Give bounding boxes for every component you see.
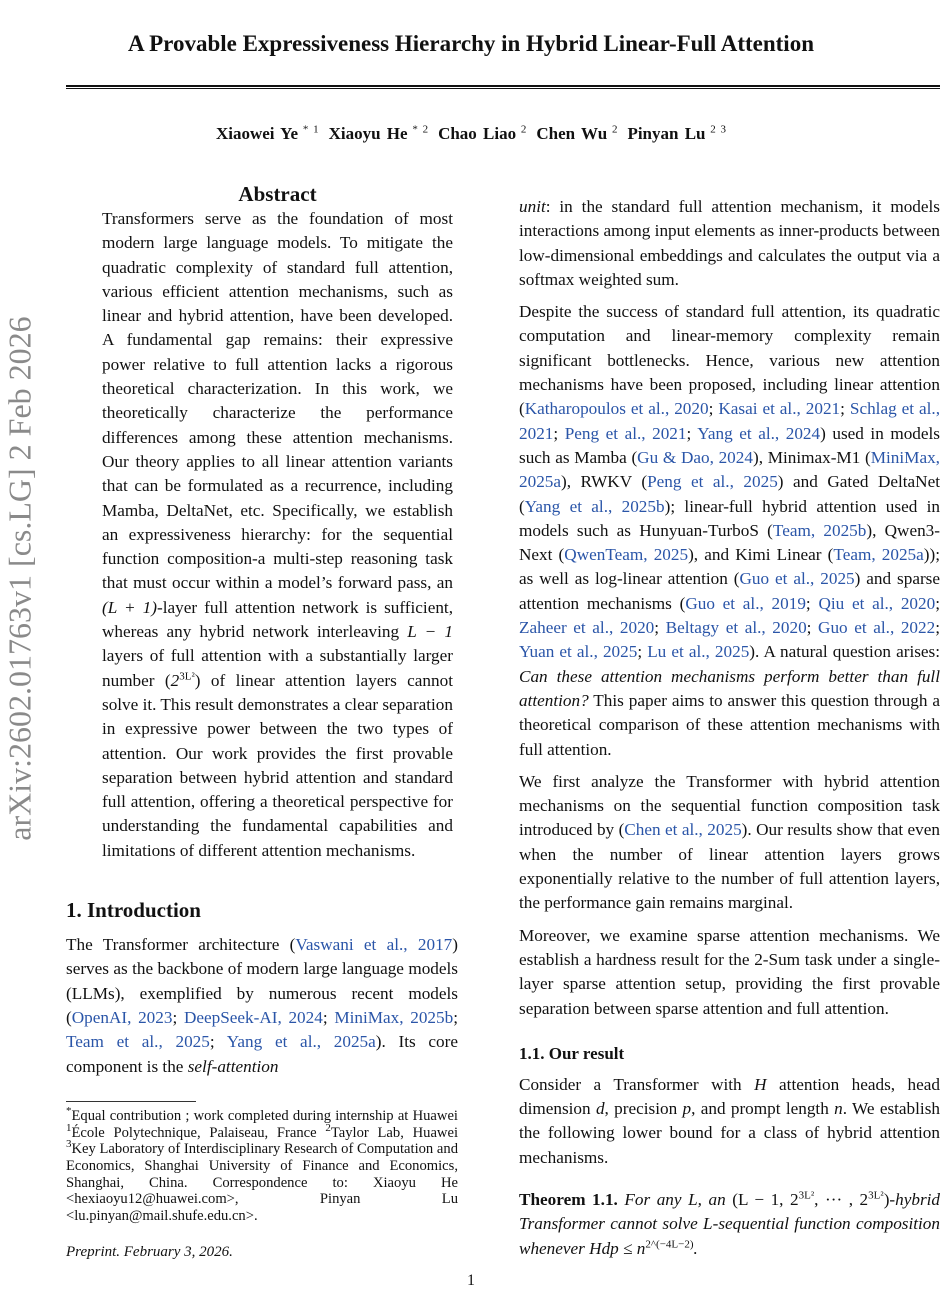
text-segment: ) and Gated DeltaNet ( bbox=[519, 472, 940, 516]
text-segment: For any L, an bbox=[617, 1189, 733, 1209]
citation-link[interactable]: MiniMax, 2025a bbox=[519, 447, 940, 492]
text-segment: ; bbox=[805, 593, 819, 613]
text-segment: , and prompt length bbox=[691, 1099, 835, 1119]
text-segment: Moreover, we examine sparse attention mechanisms. We establish a hardness result for the 2-Sum task under a single-layer sparse attention setup, providing the first provable separation between sparse attention and full attention. bbox=[519, 925, 940, 1018]
author-name: Xiaowei Ye bbox=[215, 124, 299, 143]
math-expression: 2 bbox=[170, 670, 180, 690]
citation-link[interactable]: MiniMax, 2025b bbox=[334, 1007, 454, 1027]
citation-link[interactable]: Kasai et al., 2021 bbox=[718, 399, 841, 419]
text-segment: self-attention bbox=[187, 1056, 279, 1076]
author-affiliation-marks: 2 3 bbox=[705, 123, 727, 136]
intro-paragraph-1 bbox=[66, 933, 458, 1079]
citation-link[interactable]: Yang et al., 2025b bbox=[524, 496, 665, 516]
text-segment: ; bbox=[172, 1007, 184, 1027]
citation-link[interactable]: Chen et al., 2025 bbox=[624, 820, 742, 840]
text-segment: ). Its core component is the bbox=[66, 1032, 458, 1076]
citation-link[interactable]: Katharopoulos et al., 2020 bbox=[524, 399, 709, 419]
citation-link[interactable]: Vaswani et al., 2017 bbox=[295, 935, 453, 955]
text-segment: ; bbox=[840, 399, 850, 419]
citation-link[interactable]: DeepSeek-AI, 2024 bbox=[183, 1007, 323, 1027]
page-number: 1 bbox=[467, 1271, 475, 1289]
superscript: 3L² bbox=[798, 1189, 815, 1202]
citation-link[interactable]: Guo et al., 2025 bbox=[739, 569, 855, 589]
math-expression: L − 1 bbox=[407, 622, 453, 642]
text-segment: layers of full attention with a substantially larger number ( bbox=[102, 646, 453, 690]
text-segment: )); as well as log-linear attention ( bbox=[519, 545, 940, 589]
preprint-note: Preprint. February 3, 2026. bbox=[66, 1243, 233, 1260]
text-segment: ; bbox=[935, 593, 940, 613]
author-list bbox=[0, 123, 942, 145]
math-expression: d bbox=[595, 1099, 605, 1119]
abstract-text bbox=[102, 207, 453, 863]
superscript: 3L² bbox=[868, 1189, 884, 1202]
text-segment: ; bbox=[686, 423, 698, 443]
citation-link[interactable]: Zaheer et al., 2020 bbox=[519, 618, 655, 638]
text-segment: attention heads, head dimension bbox=[519, 1074, 941, 1119]
author-name: Pinyan Lu bbox=[627, 124, 706, 143]
author bbox=[536, 124, 617, 143]
superscript: 2 bbox=[325, 1121, 331, 1134]
text-segment: -layer full attention network is sufficient, whereas any hybrid network interleaving bbox=[102, 597, 454, 642]
citation-link[interactable]: Team et al., 2025 bbox=[66, 1032, 210, 1052]
title-rule-bottom bbox=[66, 88, 940, 89]
citation-link[interactable]: Guo et al., 2022 bbox=[818, 618, 936, 638]
author-affiliation-marks: * 1 bbox=[298, 123, 319, 136]
text-segment: , precision bbox=[604, 1099, 683, 1119]
text-segment: We first analyze the Transformer with hybrid attention mechanisms on the sequential function composition task introduced by ( bbox=[519, 771, 940, 840]
text-segment: Consider a Transformer with bbox=[519, 1074, 755, 1094]
text-segment: ) bbox=[883, 1189, 890, 1209]
superscript: 3 bbox=[66, 1138, 72, 1151]
text-segment: Taylor Lab, Huawei bbox=[330, 1124, 458, 1141]
text-segment: (L − 1, 2 bbox=[732, 1189, 799, 1209]
citation-link[interactable]: OpenAI, 2023 bbox=[71, 1007, 173, 1027]
footnote bbox=[66, 1105, 458, 1225]
right-column bbox=[519, 181, 940, 1261]
text-segment: Transformers serve as the foundation of most modern large language models. To mitigate the quadratic complexity of standard full attention, various efficient attention mechanisms, such as linear and hybrid attention, have been developed. A fundamental gap remains: their expressive power relative to full attention lacks a rigorous theoretical characterization. In this work, we theoretically characterize the performance differences among these attention mechanisms. Our theory applies to all linear attention variants that can be formulated as a recurrence, including Mamba, DeltaNet, etc. Specifically, we establish an expressiveness hierarchy: for the sequential function composition-a multi-step reasoning task that must occur within a model’s forward pass, an bbox=[102, 209, 453, 593]
citation-link[interactable]: QwenTeam, 2025 bbox=[564, 545, 689, 565]
citation-link[interactable]: Qiu et al., 2020 bbox=[818, 593, 936, 613]
citation-link[interactable]: Yang et al., 2025a bbox=[226, 1032, 376, 1052]
citation-link[interactable]: Peng et al., 2021 bbox=[564, 423, 687, 443]
our-result-heading: 1.1. Our result bbox=[519, 1043, 625, 1063]
author-name: Chao Liao bbox=[438, 124, 517, 143]
citation-link[interactable]: Team, 2025b bbox=[772, 520, 867, 540]
math-expression: n bbox=[834, 1099, 843, 1119]
footnote-area bbox=[66, 1087, 458, 1261]
text-segment: : in the standard full attention mechanism, it models interactions among input elements as inner-products between low-dimensional embeddings and calculates the output via a softmax weighted sum. bbox=[519, 197, 940, 289]
citation-link[interactable]: Schlag et al., 2021 bbox=[519, 399, 940, 443]
author-name: Chen Wu bbox=[536, 124, 608, 143]
math-expression: p bbox=[682, 1099, 692, 1119]
text-segment: The Transformer architecture ( bbox=[66, 935, 296, 955]
text-segment: unit bbox=[519, 197, 546, 216]
text-segment: ); linear-full hybrid attention used in models such as Hunyuan-TurboS ( bbox=[519, 496, 940, 540]
title-rule-top bbox=[66, 85, 940, 87]
citation-link[interactable]: Lu et al., 2025 bbox=[647, 642, 750, 662]
footnote-rule bbox=[66, 1101, 196, 1102]
our-result-paragraph bbox=[519, 1073, 940, 1170]
superscript: * bbox=[66, 1105, 72, 1118]
theorem-1-1 bbox=[519, 1188, 940, 1261]
superscript: 2^(−4L−2) bbox=[645, 1237, 694, 1250]
intro-paragraph-3 bbox=[519, 770, 940, 916]
author-affiliation-marks: 2 bbox=[516, 123, 527, 136]
text-segment: ; bbox=[708, 399, 719, 419]
text-segment: ; bbox=[453, 1007, 458, 1027]
math-expression: (L + 1) bbox=[102, 597, 157, 617]
text-segment: ), and Kimi Linear ( bbox=[688, 545, 834, 565]
text-segment: ; bbox=[637, 642, 648, 662]
text-segment: -hybrid Transformer cannot solve L-sequential function composition whenever Hdp ≤ n bbox=[519, 1189, 941, 1258]
text-segment: ), Minimax-M1 ( bbox=[752, 447, 871, 467]
intro-paragraph-2 bbox=[519, 300, 940, 762]
text-segment: ; bbox=[553, 423, 565, 443]
author bbox=[438, 124, 526, 143]
citation-link[interactable]: Peng et al., 2025 bbox=[647, 472, 778, 492]
intro-heading: 1. Introduction bbox=[66, 898, 201, 923]
author-name: Xiaoyu He bbox=[328, 124, 408, 143]
two-column-body bbox=[0, 181, 942, 1261]
superscript: 3L² bbox=[179, 669, 195, 682]
text-segment: Equal contribution ; work completed during internship at Huawei bbox=[71, 1107, 458, 1124]
text-segment: Theorem 1.1. bbox=[519, 1189, 618, 1209]
text-segment: . We establish the following lower bound for a class of hybrid attention mechanisms. bbox=[519, 1099, 940, 1167]
text-segment: This paper aims to answer this question through a theoretical comparison of these attention mechanisms with full attention. bbox=[519, 690, 940, 759]
text-segment: Despite the success of standard full attention, its quadratic computation and linear-memory complexity remain significant bottlenecks. Hence, various new attention mechanisms have been proposed, including linear attention ( bbox=[519, 302, 940, 419]
text-segment: Key Laboratory of Interdisciplinary Research of Computation and Economics, Shanghai University of Finance and Economics, Shanghai, China. Correspondence to: Xiaoyu He <hexiaoyu12@huawei.com>, Pinyan Lu <lu.pinyan@mail.shufe.edu.cn>. bbox=[66, 1141, 458, 1225]
citation-link[interactable]: Yang et al., 2024 bbox=[697, 423, 821, 443]
author-affiliation-marks: 2 bbox=[607, 123, 618, 136]
paper-title: A Provable Expressiveness Hierarchy in Hybrid Linear-Full Attention bbox=[128, 31, 814, 56]
text-segment: ; bbox=[654, 618, 666, 638]
text-segment: ; bbox=[209, 1032, 227, 1052]
citation-link[interactable]: Yuan et al., 2025 bbox=[519, 642, 638, 662]
text-segment: ; bbox=[322, 1007, 335, 1027]
left-column bbox=[66, 181, 458, 1261]
author bbox=[216, 124, 319, 143]
text-segment: ) and sparse attention mechanisms ( bbox=[519, 569, 940, 613]
text-segment: , ··· , 2 bbox=[814, 1189, 869, 1209]
abstract-heading: Abstract bbox=[238, 182, 317, 206]
text-segment: ) serves as the backbone of modern large language models (LLMs), exemplified by numerous recent models ( bbox=[66, 935, 458, 1027]
citation-link[interactable]: Beltagy et al., 2020 bbox=[665, 618, 807, 638]
text-segment: ; bbox=[935, 618, 940, 638]
text-segment: ). A natural question arises: bbox=[749, 642, 941, 662]
citation-link[interactable]: Team, 2025a bbox=[833, 545, 924, 565]
text-segment: ). Our results show that even when the number of linear attention layers grows exponentially relative to the number of full attention layers, the performance gain remains marginal. bbox=[519, 820, 940, 913]
text-segment: Can these attention mechanisms perform better than full attention? bbox=[519, 666, 940, 710]
author-affiliation-marks: * 2 bbox=[407, 123, 429, 136]
text-segment: ; bbox=[806, 618, 819, 638]
text-segment: . bbox=[693, 1238, 698, 1258]
intro-paragraph-1-continued bbox=[519, 195, 940, 292]
text-segment: École Polytechnique, Palaiseau, France bbox=[71, 1124, 326, 1141]
intro-paragraph-4 bbox=[519, 924, 940, 1021]
text-segment: ) of linear attention layers cannot solve it. This result demonstrates a clear separation in expressive power between the two types of attention. Our work provides the first provable separation between hybrid attention and standard full attention, offering a theoretical perspective for understanding the fundamental capabilities and limitations of different attention mechanisms. bbox=[102, 670, 453, 860]
superscript: 1 bbox=[66, 1121, 72, 1134]
text-segment: ), RWKV ( bbox=[561, 472, 648, 492]
citation-link[interactable]: Guo et al., 2019 bbox=[685, 593, 806, 613]
author bbox=[627, 124, 726, 143]
text-segment: ) used in models such as Mamba ( bbox=[519, 423, 940, 467]
text-segment: ), Qwen3-Next ( bbox=[519, 520, 940, 565]
citation-link[interactable]: Gu & Dao, 2024 bbox=[637, 447, 753, 467]
math-expression: H bbox=[754, 1074, 767, 1094]
author bbox=[329, 124, 428, 143]
arxiv-stamp: arXiv:2602.01763v1 [cs.LG] 2 Feb 2026 bbox=[1, 316, 38, 841]
